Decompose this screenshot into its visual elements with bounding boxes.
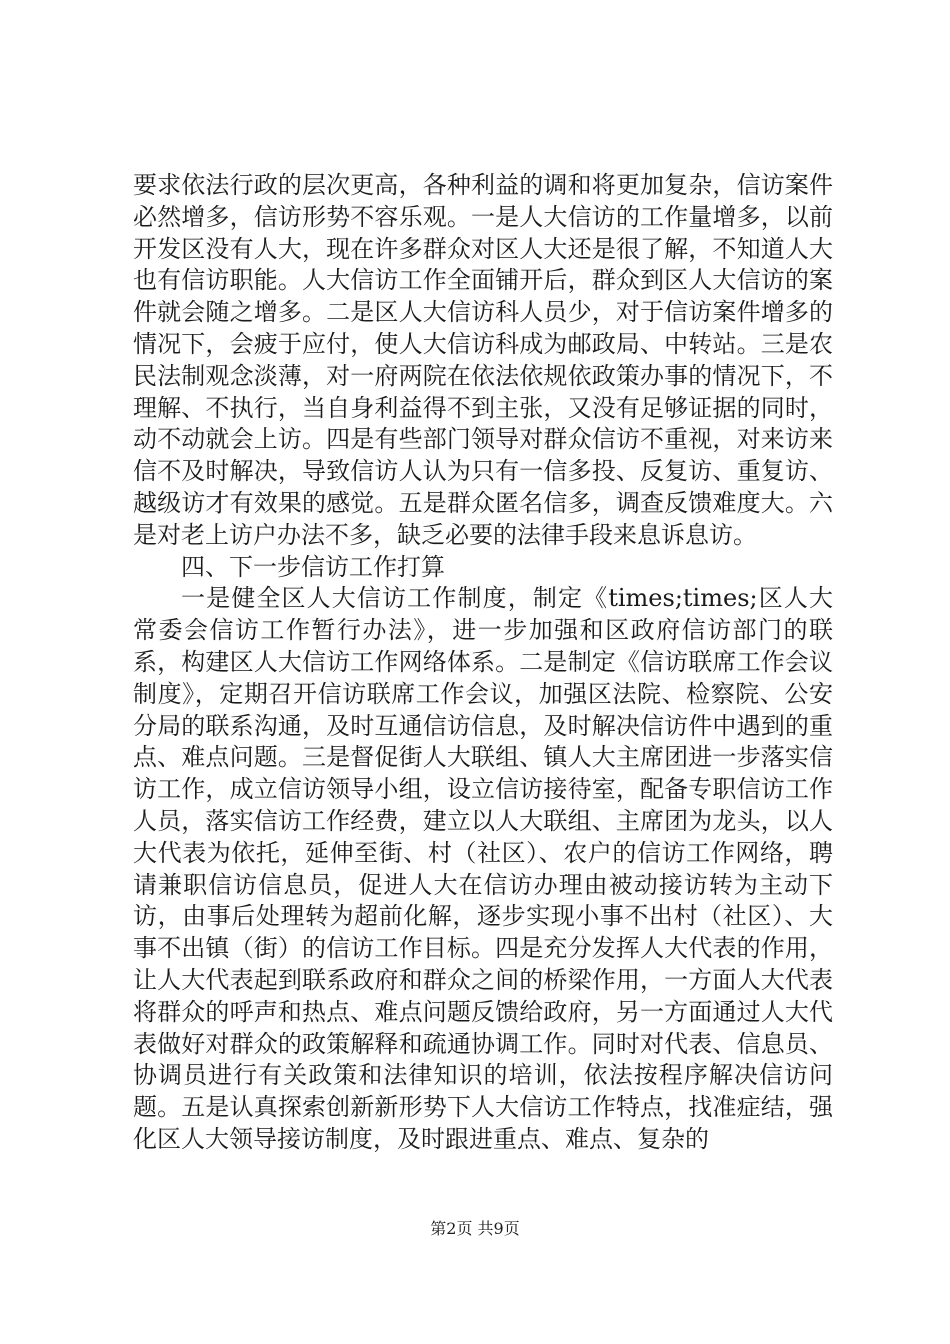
section-heading: 四、下一步信访工作打算 bbox=[181, 552, 445, 581]
paragraph-continuation: 要求依法行政的层次更高，各种利益的调和将更加复杂，信访案件必然增多，信访形势不容乐观。一是人大信访的工作量增多，以前开发区没有人大，现在许多群众对区人大还是很了解，不知道人大也有信访职能。人大信访工作全面铺开后，群众到区人大信访的案件就会随之增多。二是区人大信访科人员少，对于信访案件增多的情况下，会疲于应付，使人大信访科成为邮政局、中转站。三是农民法制观念淡薄，对一府两院在依法依规依政策办事的情况下，不理解、不执行，当自身利益得不到主张，又没有足够证据的同时，动不动就会上访。四是有些部门领导对群众信访不重视，对来访来信不及时解决，导致信访人认为只有一信多投、反复访、重复访、越级访才有效果的感觉。五是群众匿名信多，调查反馈难度大。六是对老上访户办法不多，缺乏必要的法律手段来息诉息访。 bbox=[133, 171, 833, 549]
body-text bbox=[133, 170, 833, 1156]
page-footer: 第2页 共9页 bbox=[430, 1219, 520, 1238]
paragraph-plan: 一是健全区人大信访工作制度，制定《times;times;区人大常委会信访工作暂行办法》，进一步加强和区政府信访部门的联系，构建区人大信访工作网络体系。二是制定《信访联席工作会议制度》，定期召开信访联席工作会议，加强区法院、检察院、公安分局的联系沟通，及时互通信访信息，及时解决信访件中遇到的重点、难点问题。三是督促街人大联组、镇人大主席团进一步落实信访工作，成立信访领导小组，设立信访接待室，配备专职信访工作人员，落实信访工作经费，建立以人大联组、主席团为龙头，以人大代表为依托，延伸至街、村（社区）、农户的信访工作网络，聘请兼职信访信息员，促进人大在信访办理由被动接访转为主动下访，由事后处理转为超前化解，逐步实现小事不出村（社区）、大事不出镇（街）的信访工作目标。四是充分发挥人大代表的作用，让人大代表起到联系政府和群众之间的桥梁作用，一方面人大代表将群众的呼声和热点、难点问题反馈给政府，另一方面通过人大代表做好对群众的政策解释和疏通协调工作。同时对代表、信息员、协调员进行有关政策和法律知识的培训，依法按程序解决信访问题。五是认真探索创新新形势下人大信访工作特点，找准症结，强化区人大领导接访制度，及时跟进重点、难点、复杂的 bbox=[133, 584, 833, 1153]
